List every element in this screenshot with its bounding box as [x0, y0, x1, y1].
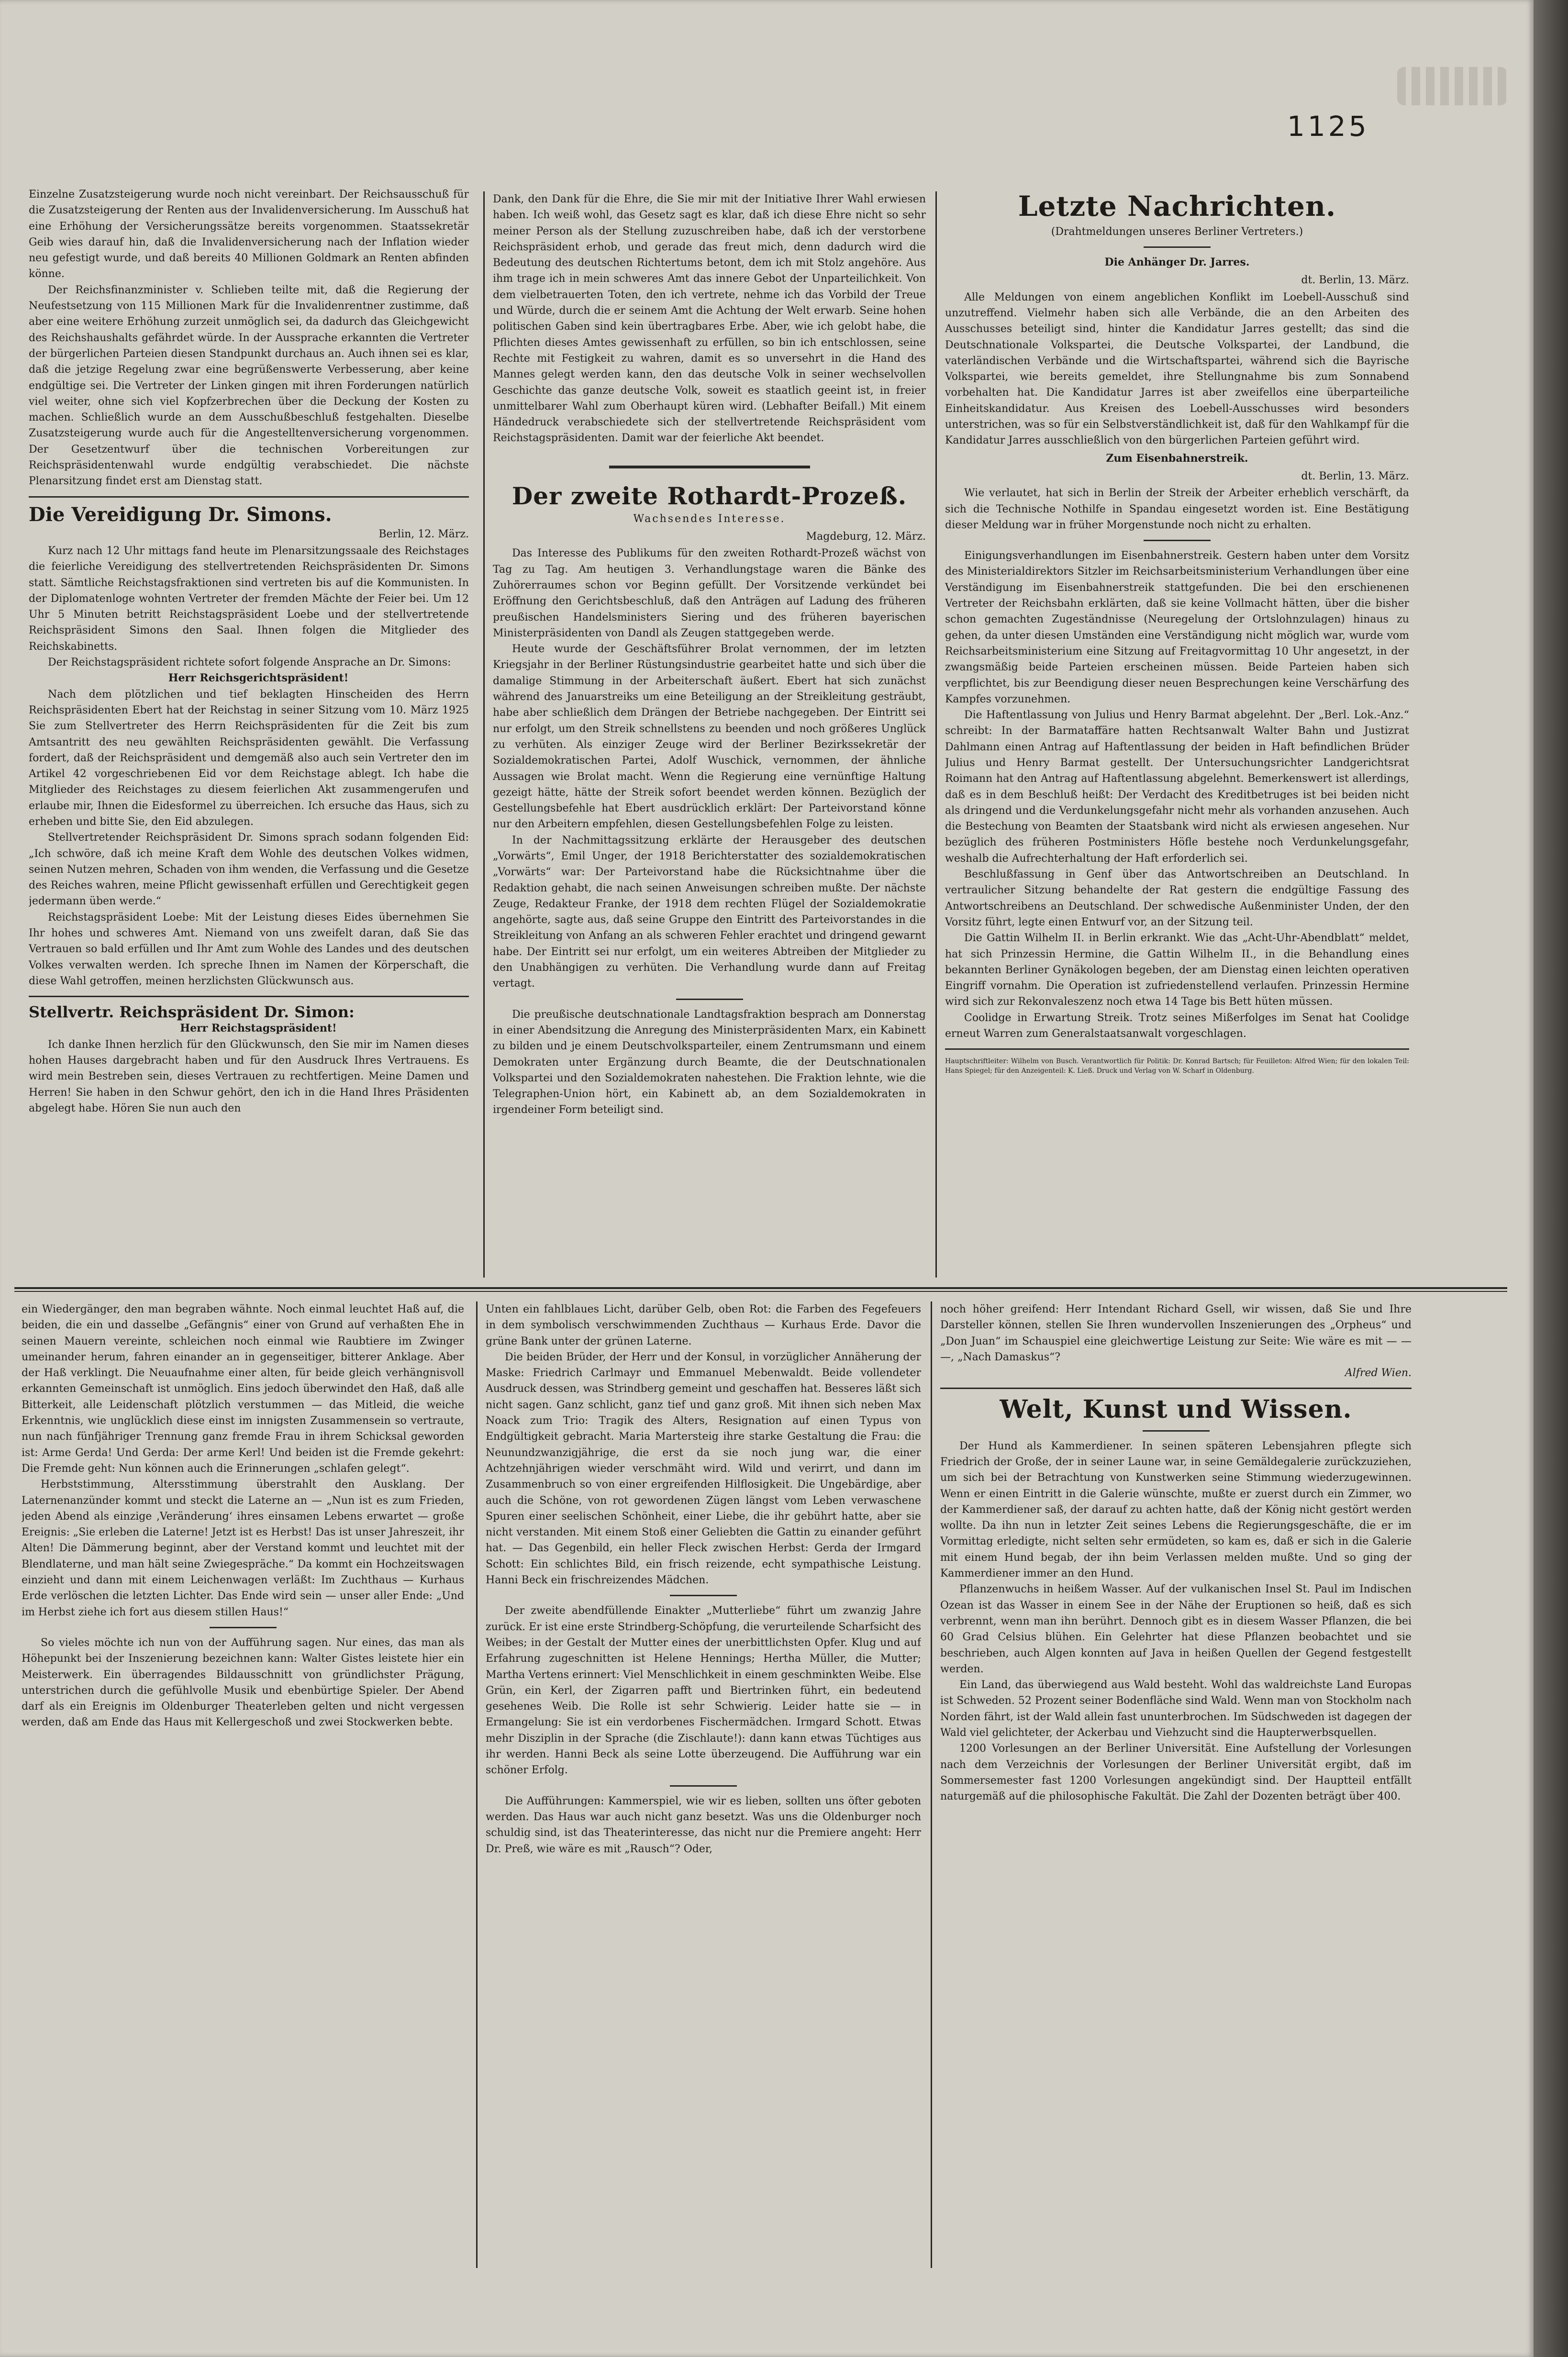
column-2 — [493, 191, 926, 1278]
address-line: Herr Reichsgerichtspräsident! — [168, 672, 349, 685]
divider — [29, 496, 469, 498]
feuilleton-column-3 — [940, 1301, 1412, 2273]
page-edge — [1534, 0, 1568, 2357]
article-text: Coolidge in Erwartung Streik. Trotz seines Mißerfolges im Senat hat Coolidge erneut Warren zum Generalstaatsanwalt vorgeschlagen. — [945, 1012, 1409, 1040]
article-text: Reichstagspräsident Loebe: Mit der Leistung dieses Eides übernehmen Sie Ihr hohes und schweres Amt. Niemand von uns zweifelt daran, daß Sie das Vertrauen so bald erfüllen und Ihr Amt zum Wohle des Landes und des deutschen Volkes verwalten werden. Ich spreche Ihnen im Namen der Körperschaft, die diese Wahl getroffen, meinen herzlichsten Glückwunsch aus. — [29, 911, 469, 987]
page-number: 1125 — [1287, 110, 1369, 143]
dateline: Berlin, 12. März. — [378, 528, 469, 540]
article-text: So vieles möchte ich nun von der Aufführung sagen. Nur eines, das man als Höhepunkt bei der Inszenierung bezeichnen kann: Walter Gistes leistete hier ein Meisterwerk. Ein überragendes Bildausschnitt von gründlichster Prägung, unterstrichen durch die gefühlvolle Musik und ebenbürtige Spieler. Der Abend darf als ein Ereignis im Oldenburger Theaterleben gelten und nicht vergessen werden, daß am Ende das Haus mit Kellergeschoß und zwei Stockwerken bebte. — [22, 1636, 464, 1729]
section-heading: Die Anhänger Dr. Jarres. — [1104, 256, 1250, 269]
article-text: Dank, den Dank für die Ehre, die Sie mir mit der Initiative Ihrer Wahl erwiesen haben. Ich weiß wohl, das Gesetz sagt es klar, daß ich diese Ehre nicht so sehr meiner Person als der Stellung zuzuschreiben habe, daß ich der verstorbene Reichspräsident erhob, und gerade das freut mich, denn dadurch wird die Bedeutung des deutschen Richtertums betont, dem ich mit Stolz angehöre. Aus ihm trage ich in mein schweres Amt das innere Gebot der Unparteilichkeit. Von dem vielbetrauerten Toten, den ich vertrete, nehme ich das Vorbild der Treue und Würde, durch die er seinem Amt die Achtung der Welt erwarb. Seine hohen politischen Gaben sind kein übertragbares Erbe. Aber, wie ich gelobt habe, die Pflichten dieses Amtes gewissenhaft zu erfüllen, so bin ich entschlossen, seine Rechte mit Festigkeit zu wahren, damit es so unversehrt in die Hand des Mannes gelegt werden kann, den das deutsche Volk in seiner wechselvollen Geschichte das ganze deutsche Volk, soweit es staatlich geeint ist, in freier unmittelbarer Wahl zum Oberhaupt küren wird. (Lebhafter Beifall.) Mit einem Händedruck verabschiedete sich der stellvertretende Reichspräsident vom Reichstagspräsidenten. Damit war der feierliche Akt beendet. — [493, 193, 926, 445]
article-text: Der Hund als Kammerdiener. In seinen späteren Lebensjahren pflegte sich Friedrich der Große, der in seiner Laune war, in seine Gemäldegalerie zurückzuziehen, um sich bei der Betrachtung von Kunstwerken seine Stimmung wiederzugewinnen. Wenn er einen Eintritt in die Galerie wünschte, mußte er zuerst durch ein Zimmer, wo der Kammerdiener saß, der darauf zu achten hatte, daß der König nicht gestört werden wollte. Da ihn nun in letzter Zeit seines Lebens die Regierungsgeschäfte, die er im Vormittag erledigte, nicht selten sehr ermüdeten, so kam es, daß er sich in die Galerie mit einem Hund begab, der ihn beim Verlassen melden mußte. Und so ging der Kammerdiener immer an den Hund. — [940, 1440, 1412, 1580]
library-stamp — [1397, 67, 1507, 105]
feuilleton-column-1 — [22, 1301, 464, 2273]
divider — [1144, 540, 1211, 541]
article-text: Die Haftentlassung von Julius und Henry Barmat abgelehnt. Der „Berl. Lok.-Anz.“ schreibt: In der Barmataffäre hatten Rechtsanwalt Walter Bahn und Justizrat Dahlmann einen Antrag auf Haftentlassung der beiden in Haft befindlichen Brüder Julius und Henry Barmat gestellt. Der Untersuchungsrichter Landgerichtsrat Roimann hat den Antrag auf Haftentlassung abgelehnt. Bemerkenswert ist allerdings, daß es in dem Beschluß heißt: Der Verdacht des Kreditbetruges ist bei beiden nicht als dringend und die Verdunkelungsgefahr nicht mehr als vorhanden anzusehen. Auch die Bestechung von Beamten der Staatsbank wird nicht als erwiesen angesehen. Nur bezüglich des früheren Postministers Höfle bestehe noch Verdunkelungsgefahr, weshalb die Aufrechterhaltung der Haft erforderlich sei. — [945, 709, 1409, 865]
article-text: Unten ein fahlblaues Licht, darüber Gelb, oben Rot: die Farben des Fegefeuers in dem symbolisch verschwimmenden Zuchthaus — Kurhaus Erde. Davor die grüne Bank unter der grünen Laterne. — [486, 1303, 921, 1347]
author-signature: Alfred Wien. — [1345, 1367, 1412, 1379]
dateline: dt. Berlin, 13. März. — [1301, 274, 1409, 287]
article-text: ein Wiedergänger, den man begraben wähnte. Noch einmal leuchtet Haß auf, die beiden, die ein und dasselbe „Gefängnis“ einer von Grund auf verhaßten Ehe in seinen Mauern vereinte, schleichen noch einmal wie Raubtiere im Zwinger umeinander herum, fahren einander an in gegenseitiger, bitterer Anklage. Aber der Haß verklingt. Die Neuaufnahme einer alten, für beide gleich verhängnisvoll erkannten Gemeinschaft ist unmöglich. Eins jedoch überwindet den Haß, daß alle Bitterkeit, alle Leidenschaft plötzlich verstummen — das Mitleid, die weiche Erkenntnis, wie unglücklich diese einst im innigsten Zusammensein so vertraute, nun nach fünfjähriger Trennung ganz fremde Frau in ihrem Schicksal geworden ist: Arme Gerda! Und Gerda: Der arme Kerl! Und beiden ist die Fremde gekehrt: Die Fremde geht: Nun können auch die Erinnerungen „schlafen gelegt“. — [22, 1303, 464, 1475]
dateline: Magdeburg, 12. März. — [806, 531, 926, 543]
divider — [1143, 1430, 1210, 1432]
divider — [670, 1595, 737, 1596]
column-rule — [476, 1301, 478, 2268]
subheadline: (Drahtmeldungen unseres Berliner Vertreters.) — [1051, 225, 1303, 238]
divider — [609, 466, 810, 468]
headline-vereidigung: Die Vereidigung Dr. Simons. — [29, 503, 332, 526]
article-text: Der Reichsfinanzminister v. Schlieben teilte mit, daß die Regierung der Neufestsetzung von 115 Millionen Mark für die Invalidenrentner zustimme, daß aber eine weitere Erhöhung zurzeit unmöglich sei, da dadurch das Gleichgewicht des Reichshaushalts gefährdet würde. In der Aussprache erkannten die Vertreter der bürgerlichen Parteien diesen Standpunkt durchaus an. Auch ihnen sei es klar, daß die jetzige Regelung zwar eine begrüßenswerte Verbesserung, aber keine endgültige sei. Die Vertreter der Linken gingen mit ihren Forderungen natürlich viel weiter, ohne sich viel Kopfzerbrechen über die Deckung der Kosten zu machen. Schließlich wurde an dem Ausschußbeschluß festgehalten. Dieselbe Zusatzsteigerung wurde auch für die Angestelltenversicherung vorgenommen. Der Gesetzentwurf über die technischen Vorbereitungen zur Reichspräsidentenwahl wurde endgültig verabschiedet. Die nächste Plenarsitzung findet erst am Dienstag statt. — [29, 284, 469, 488]
article-text: Pflanzenwuchs in heißem Wasser. Auf der vulkanischen Insel St. Paul im Indischen Ozean ist das Wasser in einem See in der Nähe der Eruptionen so heiß, daß es sich verbrennt, wenn man ihn berührt. Dennoch gibt es in diesem Wasser Pflanzen, die bei 60 Grad Celsius blühen. Ein Gelehrter hat diese Pflanzen beobachtet und sie beschrieben, auch Algen konnten auf Java in heißen Quellen der Gegend festgestellt werden. — [940, 1583, 1412, 1675]
divider — [1144, 246, 1211, 248]
headline-letzte-nachrichten: Letzte Nachrichten. — [1018, 191, 1336, 222]
feuilleton-rule — [14, 1287, 1507, 1289]
subheadline: Wachsendes Interesse. — [633, 512, 786, 525]
column-1 — [29, 187, 469, 1278]
dateline: dt. Berlin, 13. März. — [1301, 470, 1409, 482]
article-text: Das Interesse des Publikums für den zweiten Rothardt-Prozeß wächst von Tag zu Tag. Am heutigen 3. Verhandlungstage waren die Bänke des Zuhörerraumes schon vor Beginn gefüllt. Der Vorsitzende verkündet bei Eröffnung den Gerichtsbeschluß, daß den Anträgen auf Ladung des früheren preußischen Handelsministers Siering und des früheren bayerischen Ministerpräsidenten von Dandl als Zeugen stattgegeben werde. — [493, 547, 926, 639]
article-text: Einigungsverhandlungen im Eisenbahnerstreik. Gestern haben unter dem Vorsitz des Ministerialdirektors Sitzler im Reichsarbeitsministerium Verhandlungen über eine Verständigung im Eisenbahnerstreik stattgefunden. Die bei den erschienenen Vertreter der Reichsbahn erklärten, daß sie keine Vollmacht hätten, über die bisher schon gemachten Zugeständnisse (Neuregelung der Ortslohnzulagen) hinaus zu gehen, da unter diesen Umständen eine Verständigung nicht möglich war, wurde vom Reichsarbeitsministerium eine Sitzung auf Freitagvormittag 10 Uhr angesetzt, in der zwangsmäßig beide Parteien erscheinen müssen. Beide Parteien haben sich verpflichtet, bis zur Beendigung dieser neuen Besprechungen keine Verschärfung des Kampfes vorzunehmen. — [945, 550, 1409, 705]
article-text: Die Aufführungen: Kammerspiel, wie wir es lieben, sollten uns öfter geboten werden. Das Haus war auch nicht ganz besetzt. Was uns die Oldenburger noch schuldig sind, ist das Theaterinteresse, das nicht nur die Premiere angeht: Herr Dr. Preß, wie wäre es mit „Rausch“? Oder, — [486, 1795, 921, 1855]
feuilleton-column-2 — [486, 1301, 921, 2273]
article-text: Ein Land, das überwiegend aus Wald besteht. Wohl das waldreichste Land Europas ist Schweden. 52 Prozent seiner Bodenfläche sind Wald. Wenn man von Stockholm nach Norden fährt, ist der Wald allein fast ununterbrochen. Im Südschweden ist dagegen der Wald viel gelichteter, der Ackerbau und Viehzucht sind die Haupterwerbsquellen. — [940, 1679, 1412, 1739]
divider — [210, 1627, 277, 1628]
divider — [29, 996, 469, 997]
headline-simon: Stellvertr. Reichspräsident Dr. Simon: — [29, 1003, 355, 1022]
article-text: noch höher greifend: Herr Intendant Richard Gsell, wir wissen, daß Sie und Ihre Darsteller können, stellen Sie Ihren wundervollen Inszenierungen des „Orpheus“ und „Don Juan“ im Schauspiel eine gleichwertige Leistung zur Seite: Wie wäre es mit — — —, „Nach Damaskus“? — [940, 1303, 1412, 1363]
article-text: Der Reichstagspräsident richtete sofort folgende Ansprache an Dr. Simons: — [48, 656, 451, 669]
article-text: Wie verlautet, hat sich in Berlin der Streik der Arbeiter erheblich verschärft, da sich die Technische Nothilfe in Spandau eingesetzt worden ist. Eine Bestätigung dieser Meldung war in früher Morgenstunde noch nicht zu erhalten. — [945, 487, 1409, 531]
imprint: Hauptschriftleiter: Wilhelm von Busch. Verantwortlich für Politik: Dr. Konrad Bartsch; für Feuilleton: Alfred Wien; für den lokalen Teil: Hans Spiegel; für den Anzeigenteil: K. Ließ. Druck und Verlag von W. Scharf in Oldenburg. — [945, 1057, 1409, 1075]
divider — [676, 999, 743, 1000]
column-rule — [935, 191, 937, 1278]
article-text: Stellvertretender Reichspräsident Dr. Simons sprach sodann folgenden Eid: „Ich schwöre, daß ich meine Kraft dem Wohle des deutschen Volkes widmen, seinen Nutzen mehren, Schaden von ihm wenden, die Verfassung und die Gesetze des Reiches wahren, meine Pflicht gewissenhaft erfüllen und Gerechtigkeit gegen jedermann üben werde.“ — [29, 832, 469, 908]
headline-welt-kunst-wissen: Welt, Kunst und Wissen. — [1000, 1395, 1352, 1424]
article-text: Nach dem plötzlichen und tief beklagten Hinscheiden des Herrn Reichspräsidenten Ebert hat der Reichstag in seiner Sitzung vom 10. März 1925 Sie zum Stellvertreter des Herrn Reichspräsidenten für die Zeit bis zum Amtsantritt des neu gewählten Reichspräsidenten gewählt. Die Verfassung fordert, daß der Reichspräsident und demgemäß also auch sein Vertreter den im Artikel 42 vorgeschriebenen Eid vor dem Reichstage ablegt. Ich habe die Mitglieder des Reichstages zu diesem feierlichen Akt zusammengerufen und erlaube mir, Ihnen die Eidesformel zu überreichen. Ich ersuche das Haus, sich zu erheben und bitte Sie, den Eid abzulegen. — [29, 688, 469, 828]
divider — [945, 1048, 1409, 1050]
headline-rothardt: Der zweite Rothardt-Prozeß. — [512, 481, 907, 510]
article-text: Die preußische deutschnationale Landtagsfraktion besprach am Donnerstag in einer Abendsitzung die Anregung des Ministerpräsidenten Marx, ein Kabinett zu bilden und je einem Deutschvolksparteiler, einem Zentrumsmann und einem Demokraten unter Ergänzung durch Beamte, die der Deutschnationalen Volkspartei und den Sozialdemokraten nahestehen. Die Fraktion lehnte, wie die Telegraphen-Union hört, ein Kabinett ab, an dem Sozialdemokraten in irgendeiner Form beteiligt sind. — [493, 1008, 926, 1116]
article-text: Die beiden Brüder, der Herr und der Konsul, in vorzüglicher Annäherung der Maske: Friedrich Carlmayr und Emmanuel Mebenwaldt. Beide vollendeter Ausdruck dessen, was Strindberg gemeint und geschaffen hat. Besseres läßt sich nicht sagen. Ganz schlicht, ganz tief und ganz groß. Mit ihnen sich neben Max Noack zum Trio: Tragik des Alters, Resignation auf einen Typus von Endgültigkeit gebracht. Maria Martersteig ihre starke Gestaltung die Frau: die Neunundzwanzigjährige, die erst da sie noch jung war, die einer Achtzehnjährigen wieder verschmäht wird. Wild und verirrt, und dann im Zusammenbruch so von einer ergreifenden Hilflosigkeit. Die Ungebärdige, aber auch die Schöne, von rot gewordenen Zügen längst vom Leben verwaschene Spuren einer seelischen Schönheit, einer Liebe, die ihr gebührt hatte, aber sie nicht verstanden. Mit einem Stoß einer Geliebten die Gattin zu einander geführt hat. — Das Gegenbild, ein heller Fleck zwischen Herbst: Gerda der Irmgard Schott: Ein schlichtes Bild, ein frisch reizende, echt sympathische Leistung. Hanni Beck ein frischreizendes Mädchen. — [486, 1351, 921, 1587]
article-text: Herbststimmung, Altersstimmung überstrahlt den Ausklang. Der Laternenanzünder kommt und steckt die Laterne an — „Nun ist es zum Frieden, jeden Abend als einzige ‚Veränderung‘ ihres einsamen Lebens erwartet — große Ereignis: „Sie erleben die Laterne! Jetzt ist es Herbst! Das ist unser Jahreszeit, ihr Alten! Die Dämmerung beginnt, aber der Verstand kommt und leuchtet mit der Blendlaterne, und man hält seine Zwiegespräche.“ Da kommt ein Hochzeitswagen einzieht und dann mit einem Leichenwagen verläßt: Im Zuchthaus — Kurhaus Erde verlöschen die letzten Lichter. Das Ende wird sein — unser aller Ende: „Und im Herbst ziehe ich fort aus diesem stillen Haus!“ — [22, 1479, 464, 1618]
article-text: Ich danke Ihnen herzlich für den Glückwunsch, den Sie mir im Namen dieses hohen Hauses dargebracht haben und für den Ausdruck Ihres Vertrauens. Es wird mein Bestreben sein, dieses Vertrauen zu rechtfertigen. Meine Damen und Herren! Sie haben in den Schwur gehört, den ich in die Hand Ihres Präsidenten abgelegt habe. Hören Sie nun auch den — [29, 1038, 469, 1114]
article-text: Einzelne Zusatzsteigerung wurde noch nicht vereinbart. Der Reichsausschuß für die Zusatzsteigerung der Renten aus der Invalidenversicherung. Im Ausschuß hat eine Erhöhung der Versicherungssätze bereits vorgenommen. Staatssekretär Geib wies darauf hin, daß die Invalidenversicherung nach der Inflation wieder neu gefestigt wurde, und daß bereits 40 Millionen Goldmark an Renten abfinden könne. — [29, 189, 469, 280]
divider — [670, 1785, 737, 1787]
divider — [940, 1388, 1412, 1389]
address-line: Herr Reichstagspräsident! — [180, 1022, 337, 1035]
article-text: In der Nachmittagssitzung erklärte der Herausgeber des deutschen „Vorwärts“, Emil Unger, der 1918 Berichterstatter des sozialdemokratischen „Vorwärts“ war: Der Parteivorstand habe die Rücksichtnahme über die Redaktion gehabt, die nach seinen Anweisungen schreiben mußte. Der nächste Zeuge, Redakteur Franke, der 1918 dem rechten Flügel der Sozialdemokratie angehörte, sagte aus, daß seine Gruppe den Eintritt des Parteivorstandes in die Streikleitung von Anfang an als schweren Fehler erachtet und dringend gewarnt habe. Der Eintritt sei nur erfolgt, um ein weiteres Abtreiben der Mitglieder zu den Unabhängigen zu verhüten. Die Verhandlung wurde dann auf Freitag vertagt. — [493, 834, 926, 990]
article-text: Der zweite abendfüllende Einakter „Mutterliebe“ führt um zwanzig Jahre zurück. Er ist eine erste Strindberg-Schöpfung, die verurteilende Scharfsicht des Weibes; in der Gestalt der Mutter eines der unerbittlichsten Opfer. Klug und auf Erfahrung zugeschnitten ist Helene Hennings; Hertha Müller, die Mutter; Martha Vertens erinnert: Viel Menschlichkeit in einem geschminkten Weibe. Else Grün, ein Kerl, der Zigarren pafft und Biertrinken führt, ein bedeutend gesehenes Weib. Die Rolle ist sehr Schwierig. Leider hatte sie — in Ermangelung: Sie ist ein verdorbenes Fischermädchen. Irmgard Schott. Etwas mehr Disziplin in der Sprache (die Zischlaute!): dann kann etwas Tüchtiges aus ihr werden. Hanni Beck als seine Lotte überzeugend. Die Aufführung war ein schöner Erfolg. — [486, 1605, 921, 1777]
section-heading: Zum Eisenbahnerstreik. — [1106, 452, 1248, 465]
article-text: 1200 Vorlesungen an der Berliner Universität. Eine Aufstellung der Vorlesungen nach dem Verzeichnis der Vorlesungen der Berliner Universität ergibt, daß im Sommersemester fast 1200 Vorlesungen angekündigt sind. Der Hauptteil entfällt naturgemäß auf die philosophische Fakultät. Die Zahl der Dozenten beträgt über 400. — [940, 1743, 1412, 1803]
column-rule — [483, 191, 485, 1278]
article-text: Beschlußfassung in Genf über das Antwortschreiben an Deutschland. In vertraulicher Sitzung behandelte der Rat gestern die endgültige Fassung des Antwortschreibens an Deutschland. Der schwedische Außenminister Unden, der den Vorsitz führt, legte einen Entwurf vor, an der Sitzung teil. — [945, 868, 1409, 928]
article-text: Alle Meldungen von einem angeblichen Konflikt im Loebell-Ausschuß sind unzutreffend. Vielmehr haben sich alle Verbände, die an den Arbeiten des Ausschusses beteiligt sind, hinter die Kandidatur Jarres gestellt; das sind die Deutschnationale Volkspartei, die Deutsche Volkspartei, der Landbund, die vaterländischen Verbände und die Wirtschaftspartei, während sich die Bayrische Volkspartei, wie bereits gemeldet, ihre Stellungnahme bis zum Sonnabend vorbehalten hat. Die Kandidatur Jarres ist aber zweifellos eine überparteiliche Einheitskandidatur. Aus Kreisen des Loebell-Ausschusses wird besonders unterstrichen, was so für ein Selbstverständlichkeit ist, daß für den Wahlkampf für die Kandidatur Jarres ausschließlich von den bürgerlichen Parteien geführt wird. — [945, 291, 1409, 447]
column-rule — [931, 1301, 932, 2268]
article-text: Die Gattin Wilhelm II. in Berlin erkrankt. Wie das „Acht-Uhr-Abendblatt“ meldet, hat sich Prinzessin Hermine, die Gattin Wilhelm II., in die Behandlung eines bekannten Berliner Gynäkologen begeben, der am Dienstag einen leichten operativen Eingriff vornahm. Die Operation ist zufriedenstellend verlaufen. Prinzessin Hermine wird sich zur Rekonvaleszenz noch etwa 14 Tage bis Bett hüten müssen. — [945, 932, 1409, 1008]
column-3 — [945, 191, 1409, 1278]
feuilleton-rule — [14, 1291, 1507, 1292]
article-text: Heute wurde der Geschäftsführer Brolat vernommen, der im letzten Kriegsjahr in der Berliner Rüstungsindustrie gearbeitet hatte und sich über die damalige Stimmung in der Arbeiterschaft äußert. Ebert hat sich zunächst während des Januarstreiks um eine Beteiligung an der Streikleitung gesträubt, habe aber schließlich dem Drängen der Betriebe nachgegeben. Der Eintritt sei nur erfolgt, um den Streik schnellstens zu beenden und noch größeres Unglück zu verhüten. Als einziger Zeuge wird der Berliner Bezirkssekretär der Sozialdemokratischen Partei, Adolf Wuschick, vernommen, der ähnliche Aussagen wie Brolat macht. Wenn die Regierung eine vernünftige Haltung gezeigt hätte, hätte der Streik sofort beendet werden können. Bezüglich der Gestellungsbefehle hat Ebert ausdrücklich erklärt: Der Parteivorstand könne nur den Arbeitern empfehlen, diesen Gestellungsbefehlen Folge zu leisten. — [493, 643, 926, 831]
article-text: Kurz nach 12 Uhr mittags fand heute im Plenarsitzungssaale des Reichstages die feierliche Vereidigung des stellvertretenden Reichspräsidenten Dr. Simons statt. Sämtliche Reichstagsfraktionen sind vertreten bis auf die Kommunisten. In der Diplomatenloge wohnten Vertreter der fremden Mächte der Feier bei. Um 12 Uhr 5 Minuten betritt Reichstagspräsident Loebe und der stellvertretende Reichspräsident Simons den Saal. Ihnen folgen die Mitglieder des Reichskabinetts. — [29, 545, 469, 653]
